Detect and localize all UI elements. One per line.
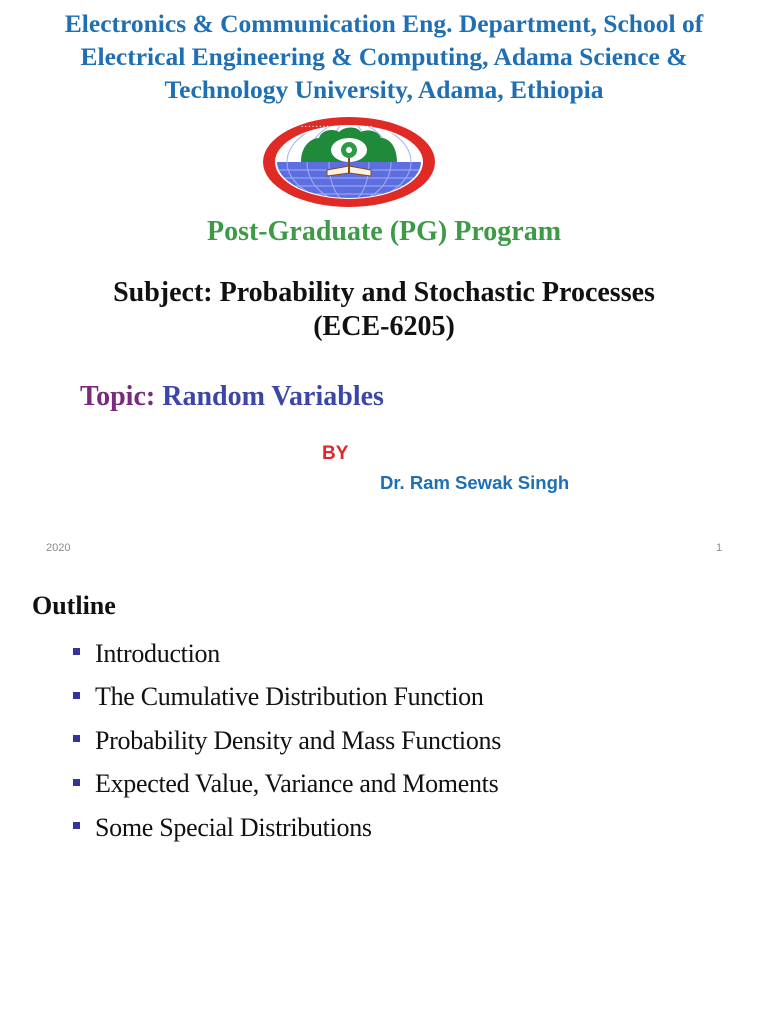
list-item-label: Probability Density and Mass Functions <box>95 725 502 755</box>
institution-line: Technology University, Adama, Ethiopia <box>164 75 604 104</box>
outline-list <box>73 632 501 850</box>
topic-value: Random Variables <box>162 381 384 412</box>
square-bullet-icon <box>73 779 80 786</box>
university-logo-icon <box>261 116 437 208</box>
outline-title: Outline <box>32 591 116 620</box>
list-item <box>73 806 501 850</box>
by-label: BY <box>322 443 349 464</box>
institution-heading <box>0 7 768 106</box>
subject-line: Subject: Probability and Stochastic Processes <box>113 277 655 308</box>
list-item-label: Some Special Distributions <box>95 812 372 842</box>
svg-text:• • • • • • • • • • • • • • •: • • • • • • • • • • • • • • • • • • • • <box>301 124 373 129</box>
list-item-label: The Cumulative Distribution Function <box>95 682 484 712</box>
square-bullet-icon <box>73 822 80 829</box>
square-bullet-icon <box>73 735 80 742</box>
list-item <box>73 719 501 763</box>
list-item-label: Introduction <box>95 638 220 668</box>
author-name: Dr. Ram Sewak Singh <box>380 472 570 493</box>
program-title: Post-Graduate (PG) Program <box>206 216 562 247</box>
topic-heading <box>80 380 384 414</box>
list-item <box>73 763 501 807</box>
footer-year: 2020 <box>46 542 71 554</box>
list-item-label: Expected Value, Variance and Moments <box>95 769 499 799</box>
square-bullet-icon <box>73 692 80 699</box>
topic-label: Topic: <box>80 381 156 412</box>
institution-line: Electronics & Communication Eng. Department, School of <box>64 9 704 38</box>
course-code: (ECE-6205) <box>313 311 455 342</box>
page-number: 1 <box>716 542 723 554</box>
list-item <box>73 632 501 676</box>
outline-slide <box>0 572 768 1024</box>
institution-line: Electrical Engineering & Computing, Adama Science & <box>80 42 688 71</box>
square-bullet-icon <box>73 648 80 655</box>
subject-heading <box>0 276 768 344</box>
list-item <box>73 676 501 720</box>
